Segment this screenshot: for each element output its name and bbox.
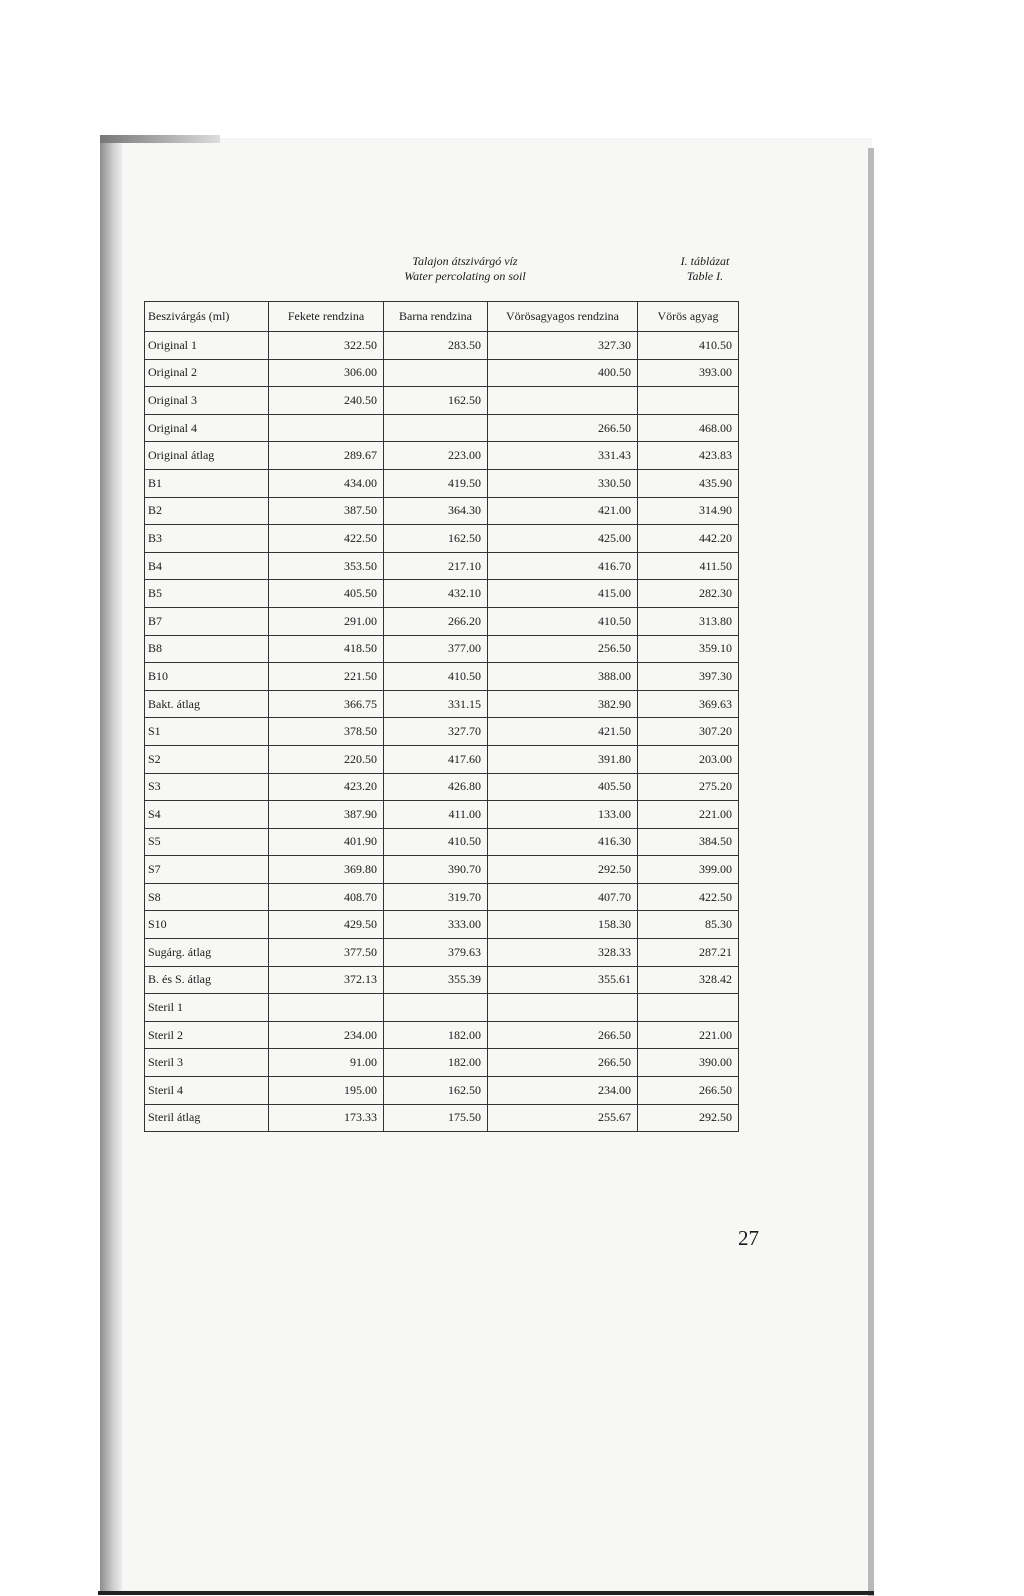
table-row — [145, 994, 739, 1022]
table-cell: 421.00 — [488, 497, 638, 525]
table-body — [145, 332, 739, 1132]
table-title — [300, 254, 630, 284]
row-label: S3 — [145, 773, 269, 801]
row-label: S4 — [145, 801, 269, 829]
table-cell: 282.30 — [638, 580, 739, 608]
table-row — [145, 635, 739, 663]
table-row — [145, 332, 739, 360]
table-cell: 419.50 — [384, 469, 488, 497]
table-cell: 468.00 — [638, 414, 739, 442]
table-cell: 292.50 — [488, 856, 638, 884]
table-cell: 426.80 — [384, 773, 488, 801]
table-cell: 331.43 — [488, 442, 638, 470]
table-cell: 408.70 — [269, 883, 384, 911]
table-cell: 405.50 — [488, 773, 638, 801]
table-cell: 377.00 — [384, 635, 488, 663]
row-label: B4 — [145, 552, 269, 580]
table-row — [145, 690, 739, 718]
table-cell: 359.10 — [638, 635, 739, 663]
table-cell: 275.20 — [638, 773, 739, 801]
row-label: B5 — [145, 580, 269, 608]
row-label: S10 — [145, 911, 269, 939]
table-cell — [384, 994, 488, 1022]
row-label: B. és S. átlag — [145, 966, 269, 994]
table-row — [145, 911, 739, 939]
table-cell: 182.00 — [384, 1049, 488, 1077]
table-cell: 289.67 — [269, 442, 384, 470]
column-header: Barna rendzina — [384, 302, 488, 332]
row-label: Original 4 — [145, 414, 269, 442]
row-label: Steril 2 — [145, 1021, 269, 1049]
page-right-edge — [868, 148, 874, 1596]
row-label: Sugárg. átlag — [145, 939, 269, 967]
row-label: Original 2 — [145, 359, 269, 387]
table-cell — [638, 387, 739, 415]
table-cell: 355.61 — [488, 966, 638, 994]
table-cell: 379.63 — [384, 939, 488, 967]
table-cell: 91.00 — [269, 1049, 384, 1077]
table-cell: 182.00 — [384, 1021, 488, 1049]
table-cell: 319.70 — [384, 883, 488, 911]
page-bottom-edge — [98, 1591, 874, 1595]
table-row — [145, 773, 739, 801]
table-cell: 407.70 — [488, 883, 638, 911]
table-cell: 313.80 — [638, 607, 739, 635]
table-cell: 240.50 — [269, 387, 384, 415]
table-cell: 423.20 — [269, 773, 384, 801]
table-row — [145, 718, 739, 746]
page-number: 27 — [738, 1226, 759, 1250]
table-cell: 418.50 — [269, 635, 384, 663]
column-header: Vörös agyag — [638, 302, 739, 332]
table-cell: 314.90 — [638, 497, 739, 525]
table-cell: 256.50 — [488, 635, 638, 663]
table-cell — [638, 994, 739, 1022]
table-cell: 416.70 — [488, 552, 638, 580]
row-label: Original 3 — [145, 387, 269, 415]
table-cell: 390.70 — [384, 856, 488, 884]
table-row — [145, 387, 739, 415]
table-cell: 223.00 — [384, 442, 488, 470]
table-cell: 410.50 — [488, 607, 638, 635]
table-cell: 221.00 — [638, 801, 739, 829]
table-row — [145, 607, 739, 635]
table-cell: 393.00 — [638, 359, 739, 387]
table-cell: 415.00 — [488, 580, 638, 608]
table-cell: 283.50 — [384, 332, 488, 360]
table-row — [145, 1077, 739, 1105]
table-title-en: Water percolating on soil — [404, 269, 526, 283]
table-cell: 401.90 — [269, 828, 384, 856]
table-cell: 411.50 — [638, 552, 739, 580]
table-cell: 369.63 — [638, 690, 739, 718]
table-cell: 353.50 — [269, 552, 384, 580]
table-cell: 387.90 — [269, 801, 384, 829]
table-row — [145, 525, 739, 553]
table-row — [145, 359, 739, 387]
table-cell: 411.00 — [384, 801, 488, 829]
table-cell: 266.50 — [488, 414, 638, 442]
spine-shadow — [100, 140, 122, 1595]
table-row — [145, 883, 739, 911]
table-cell: 292.50 — [638, 1104, 739, 1132]
table-cell: 133.00 — [488, 801, 638, 829]
table-cell: 307.20 — [638, 718, 739, 746]
table-cell: 390.00 — [638, 1049, 739, 1077]
table-cell: 372.13 — [269, 966, 384, 994]
table-cell — [269, 414, 384, 442]
table-cell: 410.50 — [384, 828, 488, 856]
table-cell: 388.00 — [488, 663, 638, 691]
row-label: Steril 1 — [145, 994, 269, 1022]
table-cell: 435.90 — [638, 469, 739, 497]
table-cell: 417.60 — [384, 745, 488, 773]
table-cell: 328.42 — [638, 966, 739, 994]
table-cell — [384, 359, 488, 387]
table-cell: 434.00 — [269, 469, 384, 497]
table-cell: 355.39 — [384, 966, 488, 994]
table-cell: 378.50 — [269, 718, 384, 746]
data-table — [144, 301, 739, 1132]
table-cell: 328.33 — [488, 939, 638, 967]
table-cell: 442.20 — [638, 525, 739, 553]
table-cell: 416.30 — [488, 828, 638, 856]
row-label: B7 — [145, 607, 269, 635]
table-cell: 162.50 — [384, 1077, 488, 1105]
row-label: Steril 4 — [145, 1077, 269, 1105]
table-label-hu: I. táblázat — [680, 254, 730, 268]
row-label: B3 — [145, 525, 269, 553]
table-cell: 377.50 — [269, 939, 384, 967]
table-label-en: Table I. — [686, 269, 724, 283]
table-cell: 432.10 — [384, 580, 488, 608]
table-row — [145, 1021, 739, 1049]
table-cell: 266.50 — [488, 1021, 638, 1049]
table-cell: 423.83 — [638, 442, 739, 470]
row-label: Original átlag — [145, 442, 269, 470]
table-cell: 158.30 — [488, 911, 638, 939]
table-cell: 327.30 — [488, 332, 638, 360]
table-cell: 400.50 — [488, 359, 638, 387]
table-cell: 391.80 — [488, 745, 638, 773]
table-cell — [384, 414, 488, 442]
row-label: Bakt. átlag — [145, 690, 269, 718]
table-cell: 173.33 — [269, 1104, 384, 1132]
column-header: Fekete rendzina — [269, 302, 384, 332]
table-row — [145, 745, 739, 773]
table-cell: 405.50 — [269, 580, 384, 608]
table-cell: 399.00 — [638, 856, 739, 884]
table-cell: 217.10 — [384, 552, 488, 580]
page-top-edge — [100, 135, 220, 143]
row-label: S8 — [145, 883, 269, 911]
table-title-hu: Talajon átszivárgó víz — [412, 254, 518, 268]
row-label: B2 — [145, 497, 269, 525]
row-label: B1 — [145, 469, 269, 497]
table-cell: 287.21 — [638, 939, 739, 967]
table-cell: 291.00 — [269, 607, 384, 635]
table-row — [145, 469, 739, 497]
table-cell: 234.00 — [488, 1077, 638, 1105]
row-label: S1 — [145, 718, 269, 746]
table-cell: 266.50 — [638, 1077, 739, 1105]
table-row — [145, 552, 739, 580]
column-header: Beszivárgás (ml) — [145, 302, 269, 332]
table-cell: 410.50 — [384, 663, 488, 691]
row-label: S7 — [145, 856, 269, 884]
table-cell: 369.80 — [269, 856, 384, 884]
table-cell: 85.30 — [638, 911, 739, 939]
row-label: S5 — [145, 828, 269, 856]
table-cell: 175.50 — [384, 1104, 488, 1132]
table-row — [145, 939, 739, 967]
table-cell: 255.67 — [488, 1104, 638, 1132]
table-cell — [269, 994, 384, 1022]
table-cell: 421.50 — [488, 718, 638, 746]
table-cell: 429.50 — [269, 911, 384, 939]
table-cell: 266.20 — [384, 607, 488, 635]
table-cell — [488, 994, 638, 1022]
table-cell: 422.50 — [269, 525, 384, 553]
table-cell: 266.50 — [488, 1049, 638, 1077]
table-cell: 333.00 — [384, 911, 488, 939]
table-cell: 306.00 — [269, 359, 384, 387]
row-label: S2 — [145, 745, 269, 773]
table-cell: 234.00 — [269, 1021, 384, 1049]
table-cell: 195.00 — [269, 1077, 384, 1105]
table-row — [145, 1049, 739, 1077]
table-cell: 382.90 — [488, 690, 638, 718]
row-label: B10 — [145, 663, 269, 691]
column-header: Vörösagyagos rendzina — [488, 302, 638, 332]
table-cell: 221.00 — [638, 1021, 739, 1049]
table-cell: 331.15 — [384, 690, 488, 718]
table-row — [145, 497, 739, 525]
table-label — [650, 254, 760, 284]
table-cell: 425.00 — [488, 525, 638, 553]
table-cell: 387.50 — [269, 497, 384, 525]
table-cell: 366.75 — [269, 690, 384, 718]
table-row — [145, 856, 739, 884]
table-row — [145, 663, 739, 691]
table-row — [145, 966, 739, 994]
table-cell: 327.70 — [384, 718, 488, 746]
row-label: Steril 3 — [145, 1049, 269, 1077]
table-cell — [488, 387, 638, 415]
table-cell: 221.50 — [269, 663, 384, 691]
table-cell: 364.30 — [384, 497, 488, 525]
row-label: Steril átlag — [145, 1104, 269, 1132]
row-label: Original 1 — [145, 332, 269, 360]
table-cell: 330.50 — [488, 469, 638, 497]
table-cell: 203.00 — [638, 745, 739, 773]
table-cell: 410.50 — [638, 332, 739, 360]
table-cell: 397.30 — [638, 663, 739, 691]
table-cell: 162.50 — [384, 525, 488, 553]
table-cell: 322.50 — [269, 332, 384, 360]
table-header-row — [145, 302, 739, 332]
table-cell: 162.50 — [384, 387, 488, 415]
row-label: B8 — [145, 635, 269, 663]
table-row — [145, 828, 739, 856]
table-cell: 220.50 — [269, 745, 384, 773]
table-row — [145, 580, 739, 608]
table-cell: 384.50 — [638, 828, 739, 856]
table-row — [145, 1104, 739, 1132]
table-row — [145, 442, 739, 470]
table-cell: 422.50 — [638, 883, 739, 911]
table-row — [145, 801, 739, 829]
table-row — [145, 414, 739, 442]
